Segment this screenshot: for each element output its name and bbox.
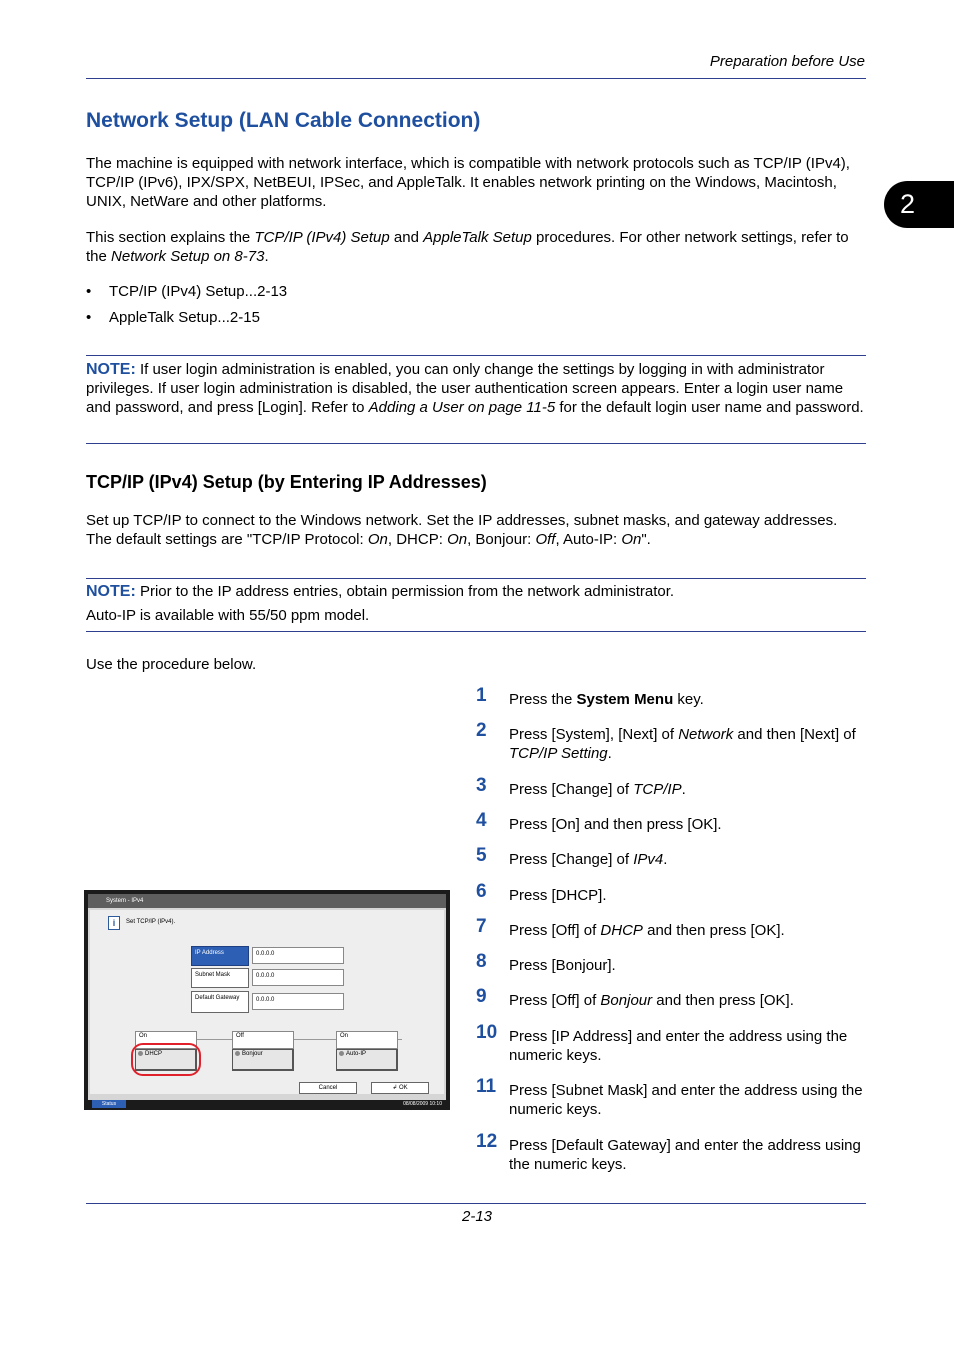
autoip-state: On — [336, 1031, 398, 1049]
bonjour-button[interactable]: Bonjour — [232, 1049, 294, 1071]
radio-icon — [235, 1051, 240, 1056]
cancel-button[interactable]: Cancel — [299, 1082, 357, 1094]
footer-rule — [86, 1203, 866, 1204]
panel-status-bar — [88, 1100, 446, 1108]
enter-icon: ↲ — [392, 1085, 400, 1091]
bullet-item: • AppleTalk Setup...2-15 — [86, 309, 260, 326]
note-permission: NOTE: Prior to the IP address entries, obtain permission from the network administrator. — [86, 583, 675, 600]
header-rule — [86, 78, 866, 79]
page-number: 2-13 — [461, 1208, 493, 1225]
highlight-ring — [131, 1043, 201, 1076]
ip-address-button[interactable]: IP Address — [191, 946, 249, 966]
subnet-mask-field[interactable]: 0.0.0.0 — [252, 969, 344, 986]
panel-screenshot — [84, 890, 450, 1110]
panel-datetime: 08/08/2009 10:10 — [403, 1101, 442, 1107]
note-rule-bottom — [86, 631, 866, 632]
panel-title-bar: System - IPv4 — [88, 894, 446, 908]
note-rule-top — [86, 355, 866, 356]
procedure-intro: Use the procedure below. — [86, 656, 257, 673]
ok-button[interactable]: ↲ OK — [371, 1082, 429, 1094]
default-gateway-field[interactable]: 0.0.0.0 — [252, 993, 344, 1010]
section-explain-paragraph: This section explains the TCP/IP (IPv4) Setup and AppleTalk Setup procedures. For other network settings, refer to the Network Setup on 8-73. — [86, 229, 849, 265]
dhcp-button[interactable]: DHCP — [135, 1049, 197, 1071]
status-button[interactable]: Status — [92, 1100, 126, 1108]
note-rule-bottom — [86, 443, 866, 444]
intro-paragraph: The machine is equipped with network interface, which is compatible with network protocols such as TCP/IP (IPv4), TCP/IP (IPv6), IPX/SPX, NetBEUI, IPSec, and AppleTalk. It enables network printing on the Windows, Macintosh, UNIX, NetWare and other platforms. — [86, 155, 850, 210]
info-icon: i — [108, 916, 120, 930]
autoip-button[interactable]: Auto-IP — [336, 1049, 398, 1071]
note-rule-top — [86, 578, 866, 579]
running-header: Preparation before Use — [709, 53, 865, 70]
panel-message: Set TCP/IP (IPv4). — [126, 919, 176, 925]
setup-paragraph: Set up TCP/IP to connect to the Windows network. Set the IP addresses, subnet masks, and gateway addresses. The default settings are "TCP/IP Protocol: On, DHCP: On, Bonjour: Off, Auto-IP: On". — [86, 512, 838, 548]
note-login: NOTE: If user login administration is enabled, you can only change the settings by logging in with administrator privileges. If user login administration is disabled, the user authentication screen appears. Enter a login user name and password, and press [Login]. Refer to Adding a User on page 11-5 for the default login user name and password. — [86, 361, 864, 416]
chapter-tab: 2 — [884, 181, 954, 228]
bonjour-state: Off — [232, 1031, 294, 1049]
default-gateway-button[interactable]: Default Gateway — [191, 991, 249, 1013]
note-autoip: Auto-IP is available with 55/50 ppm model. — [86, 607, 370, 624]
page-title: Network Setup (LAN Cable Connection) — [86, 109, 481, 132]
dhcp-state: On — [135, 1031, 197, 1049]
section-subtitle: TCP/IP (IPv4) Setup (by Entering IP Addresses) — [86, 472, 487, 492]
subnet-mask-button[interactable]: Subnet Mask — [191, 968, 249, 988]
radio-icon — [339, 1051, 344, 1056]
ip-address-field[interactable]: 0.0.0.0 — [252, 947, 344, 964]
bullet-item: • TCP/IP (IPv4) Setup...2-13 — [86, 283, 288, 300]
